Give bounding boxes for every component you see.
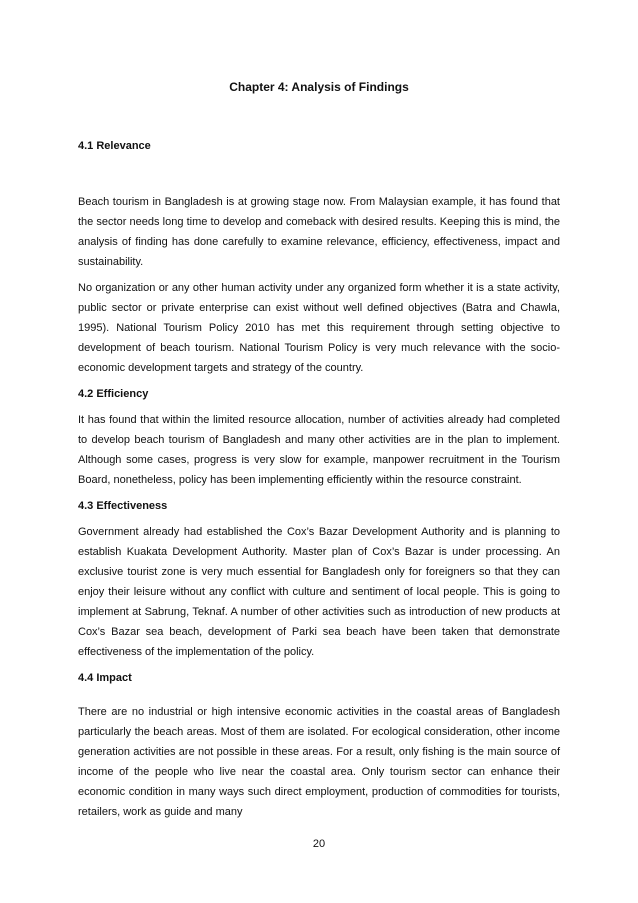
paragraph-impact-1: There are no industrial or high intensive economic activities in the coastal areas of Bangladesh particularly the beach areas. Most of them are isolated. For ecological consideration, other income generation activities are not possible in these areas. For a result, only fishing is the main source of income of the people who live near the coastal area. Only tourism sector can enhance their economic condition in many ways such direct employment, production of commodities for tourists, retailers, work as guide and many	[78, 706, 560, 818]
paragraph-relevance-2: No organization or any other human activity under any organized form whether it is a state activity, public sector or private enterprise can exist without well defined objectives (Batra and Chawla, 1995). National Tourism Policy 2010 has met this requirement through setting objective to development of beach tourism. National Tourism Policy is very much relevance with the socio-economic development targets and strategy of the country.	[78, 282, 560, 374]
section-heading-impact: 4.4 Impact	[78, 672, 132, 684]
document-body	[78, 136, 560, 822]
paragraph-efficiency-1: It has found that within the limited resource allocation, number of activities already had completed to develop beach tourism of Bangladesh and many other activities are in the plan to implement. Although some cases, progress is very slow for example, manpower recruitment in the Tourism Board, nonetheless, policy has been implementing efficiently within the resource constraint.	[78, 414, 560, 486]
paragraph-relevance-1: Beach tourism in Bangladesh is at growing stage now. From Malaysian example, it has found that the sector needs long time to develop and comeback with desired results. Keeping this is mind, the analysis of finding has done carefully to examine relevance, efficiency, effectiveness, impact and sustainability.	[78, 196, 560, 268]
chapter-title: Chapter 4: Analysis of Findings	[229, 80, 409, 94]
section-heading-effectiveness: 4.3 Effectiveness	[78, 500, 168, 512]
section-heading-efficiency: 4.2 Efficiency	[78, 388, 149, 400]
section-heading-relevance: 4.1 Relevance	[78, 140, 151, 152]
paragraph-effectiveness-1: Government already had established the Cox’s Bazar Development Authority and is planning to establish Kuakata Development Authority. Master plan of Cox’s Bazar is under processing. An exclusive tourist zone is very much essential for Bangladesh only for foreigners so that they can enjoy their leisure without any conflict with culture and sentiment of local people. This is going to implement at Sabrung, Teknaf. A number of other activities such as introduction of new products at Cox’s Bazar sea beach, development of Parki sea beach have been taken that demonstrate effectiveness of the implementation of the policy.	[78, 526, 560, 658]
page-number: 20	[312, 838, 326, 850]
